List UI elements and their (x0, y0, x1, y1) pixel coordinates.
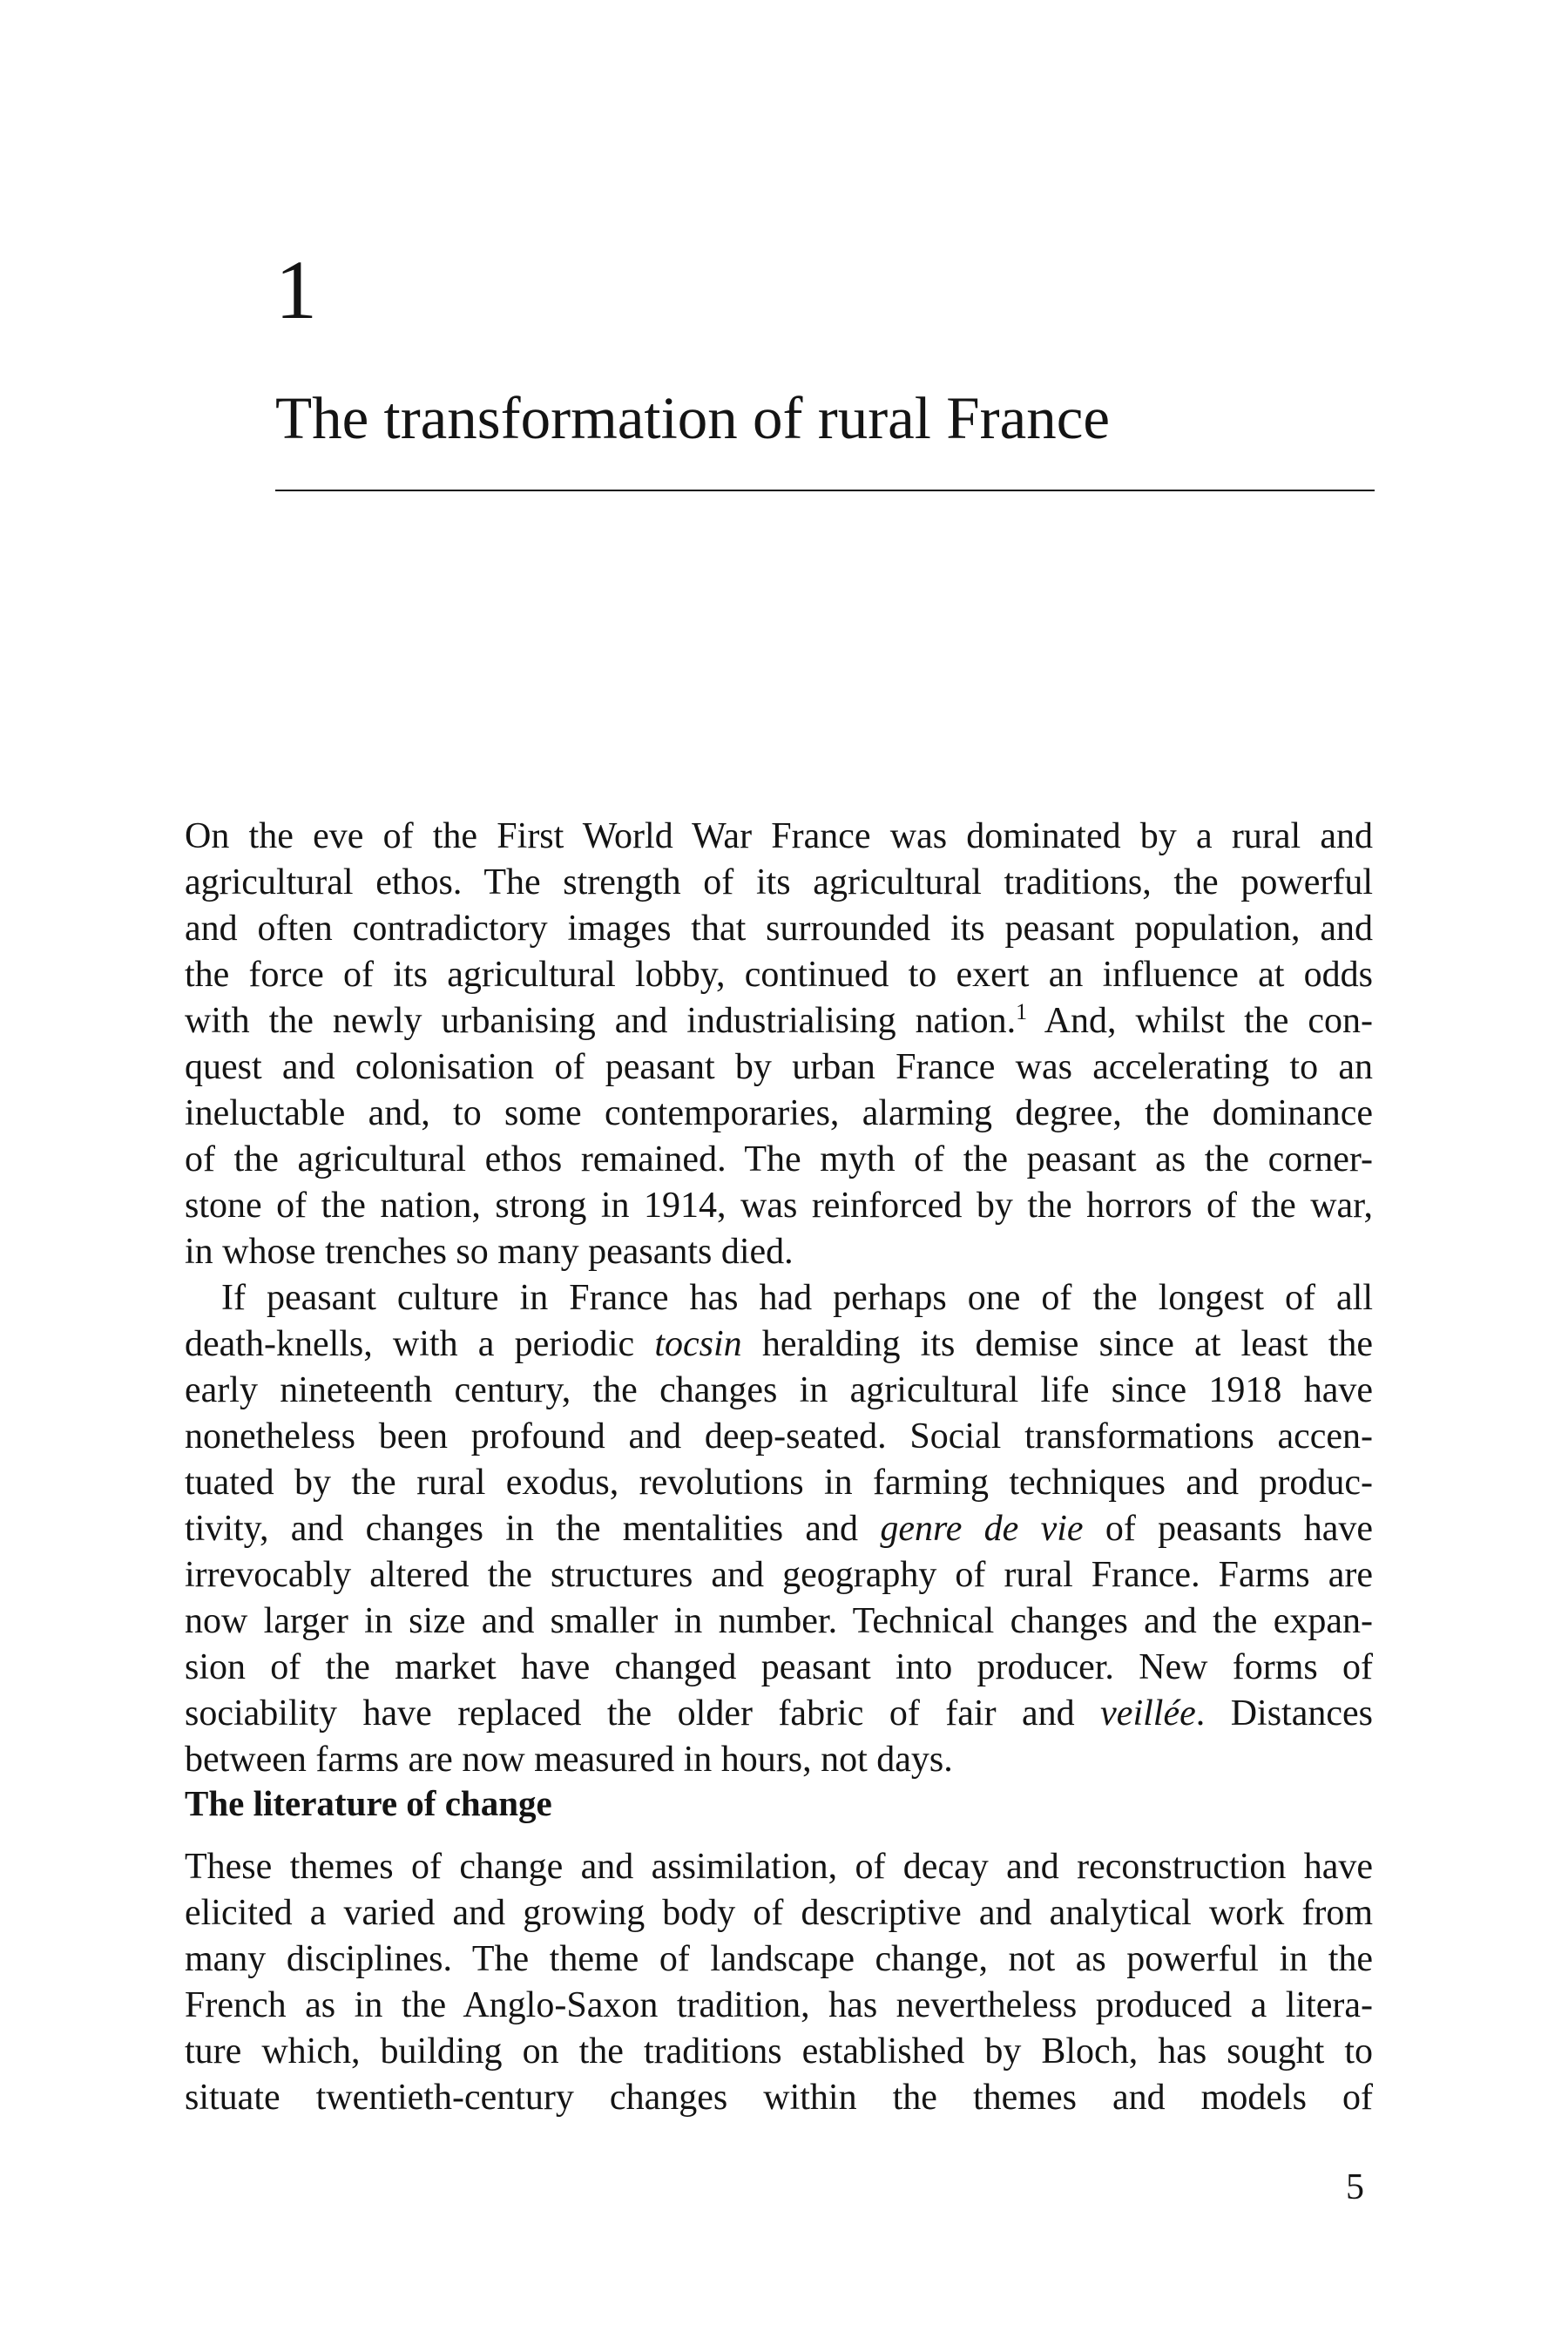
text-line: many disciplines. The theme of landscape change, not as powerful in the (185, 1939, 1373, 1979)
text-line: the force of its agricultural lobby, continued to exert an influence at odds (185, 955, 1373, 995)
text-segment: of peasants have (1083, 1509, 1373, 1549)
italic-term: genre de vie (880, 1509, 1084, 1549)
chapter-number: 1 (275, 243, 317, 336)
text-line: now larger in size and smaller in number. Technical changes and the expan- (185, 1601, 1373, 1641)
italic-term: tocsin (654, 1324, 742, 1364)
intro-text (185, 814, 1373, 1783)
text-line: stone of the nation, strong in 1914, was reinforced by the horrors of the war, (185, 1186, 1373, 1226)
footnote-marker: 1 (1016, 999, 1028, 1024)
text-line: These themes of change and assimilation, of decay and reconstruction have (185, 1847, 1373, 1887)
text-segment: sociability have replaced the older fabric of fair and (185, 1693, 1101, 1734)
text-segment: with the newly urbanising and industrialising nation. (185, 1001, 1017, 1041)
text-line (185, 1691, 1373, 1737)
text-segment: tivity, and changes in the mentalities and (185, 1509, 881, 1549)
text-line (185, 998, 1373, 1044)
title-rule (275, 490, 1375, 491)
text-line: If peasant culture in France has had perhaps one of the longest of all (221, 1278, 1373, 1318)
text-segment: death-knells, with a periodic (185, 1324, 655, 1364)
text-line: On the eve of the First World War France was dominated by a rural and (185, 816, 1373, 856)
text-line: agricultural ethos. The strength of its agricultural traditions, the powerful (185, 862, 1373, 902)
text-line: ineluctable and, to some contemporaries, alarming degree, the dominance (185, 1093, 1373, 1133)
text-line: irrevocably altered the structures and geography of rural France. Farms are (185, 1555, 1373, 1595)
text-line: tuated by the rural exodus, revolutions in farming techniques and produc- (185, 1463, 1373, 1503)
text-segment: And, whilst the con- (1027, 1001, 1374, 1041)
text-line (185, 1321, 1373, 1368)
italic-term: veillée (1100, 1693, 1196, 1734)
section-heading: The literature of change (185, 1783, 552, 1823)
text-segment: heralding its demise since at least the (741, 1324, 1374, 1364)
text-line: elicited a varied and growing body of descriptive and analytical work from (185, 1893, 1373, 1933)
text-line: situate twentieth-century changes within the themes and models of (185, 2078, 1373, 2118)
text-line: and often contradictory images that surrounded its peasant population, and (185, 909, 1373, 949)
text-segment: . Distances (1195, 1693, 1373, 1734)
text-line: early nineteenth century, the changes in agricultural life since 1918 have (185, 1370, 1373, 1410)
text-line: between farms are now measured in hours, not days. (185, 1740, 953, 1780)
text-line: sion of the market have changed peasant into producer. New forms of (185, 1647, 1373, 1687)
section-text (185, 1844, 1373, 2121)
text-line: in whose trenches so many peasants died. (185, 1232, 794, 1272)
text-line: quest and colonisation of peasant by urban France was accelerating to an (185, 1047, 1373, 1087)
text-line: ture which, building on the traditions established by Bloch, has sought to (185, 2031, 1373, 2072)
text-line: of the agricultural ethos remained. The myth of the peasant as the corner- (185, 1139, 1373, 1179)
page-number: 5 (1346, 2167, 1364, 2207)
text-line: French as in the Anglo-Saxon tradition, has nevertheless produced a litera- (185, 1985, 1373, 2025)
text-line: nonetheless been profound and deep-seated. Social transformations accen- (185, 1416, 1373, 1456)
text-line (185, 1506, 1373, 1552)
chapter-title: The transformation of rural France (275, 385, 1110, 451)
